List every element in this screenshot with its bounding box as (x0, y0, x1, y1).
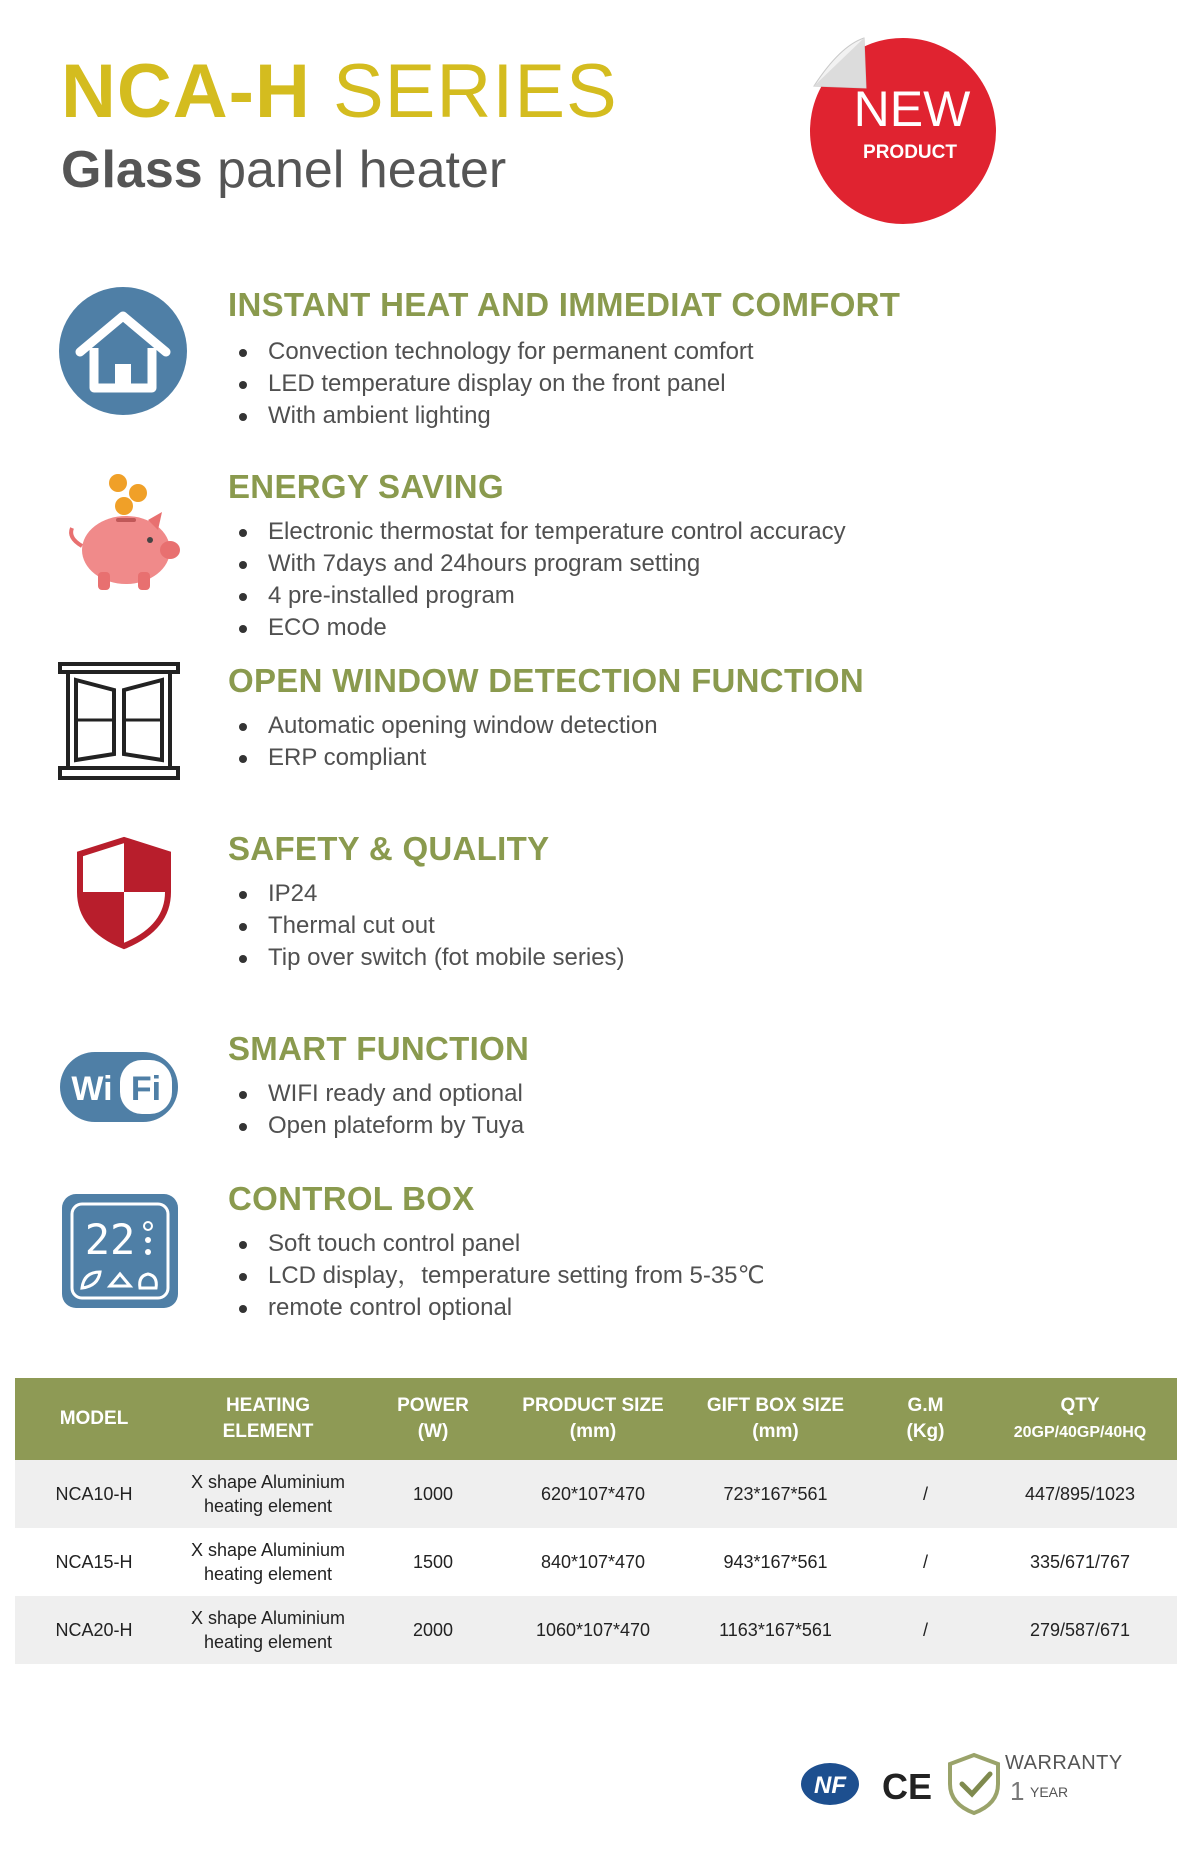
table-row: NCA10-H X shape Aluminium heating element 1000 620*107*470 723*167*561 / 447/895/1023 (15, 1460, 1177, 1528)
column-header: QTY 20GP/40GP/40HQ (983, 1378, 1177, 1460)
feature-list (236, 1228, 765, 1324)
sticker-text-new: NEW (853, 81, 971, 137)
warranty-unit: YEAR (1030, 1784, 1069, 1800)
list-item: Soft touch control panel (236, 1228, 765, 1260)
column-header: POWER (W) (363, 1378, 503, 1460)
column-header: G.M (Kg) (868, 1378, 983, 1460)
house-icon (58, 286, 188, 416)
list-item: Automatic opening window detection (236, 710, 658, 742)
list-item: ERP compliant (236, 742, 658, 774)
svg-text:Fi: Fi (130, 1070, 162, 1108)
nf-mark-icon (800, 1762, 860, 1806)
list-item: 4 pre-installed program (236, 580, 846, 612)
warranty-years: 1 (1010, 1776, 1025, 1806)
list-item: Convection technology for permanent comfort (236, 336, 754, 368)
list-item: ECO mode (236, 612, 846, 644)
warranty-label: WARRANTY (1005, 1752, 1123, 1774)
list-item: remote control optional (236, 1292, 765, 1324)
column-header: GIFT BOX SIZE (mm) (683, 1378, 868, 1460)
list-item: With ambient lighting (236, 400, 754, 432)
list-item: Electronic thermostat for temperature control accuracy (236, 516, 846, 548)
section-heading: OPEN WINDOW DETECTION FUNCTION (228, 662, 864, 699)
feature-list (236, 336, 754, 432)
list-item: WIFI ready and optional (236, 1078, 524, 1110)
list-item: IP24 (236, 878, 625, 910)
wifi-icon (58, 1046, 180, 1128)
warranty-shield-icon (946, 1752, 1002, 1816)
svg-text:Wi: Wi (71, 1070, 113, 1108)
section-heading: SMART FUNCTION (228, 1030, 530, 1067)
ce-mark-icon: CE (882, 1766, 933, 1807)
window-icon (58, 662, 182, 780)
shield-icon (74, 836, 174, 950)
section-heading: CONTROL BOX (228, 1180, 475, 1217)
svg-text:NF: NF (814, 1772, 846, 1799)
section-heading: INSTANT HEAT AND IMMEDIAT COMFORT (228, 286, 901, 323)
new-product-sticker (800, 36, 996, 226)
feature-list (236, 710, 658, 774)
page-title: NCA-H SERIES (61, 49, 618, 134)
list-item: Open plateform by Tuya (236, 1110, 524, 1142)
section-heading: SAFETY & QUALITY (228, 830, 550, 867)
table-row: NCA20-H X shape Aluminium heating element 2000 1060*107*470 1163*167*561 / 279/587/671 (15, 1596, 1177, 1664)
header (61, 50, 618, 200)
list-item: Thermal cut out (236, 910, 625, 942)
column-header: MODEL (15, 1378, 173, 1460)
section-heading: ENERGY SAVING (228, 468, 504, 505)
table-header-row (15, 1378, 1177, 1460)
list-item: LCD display，temperature setting from 5-35℃ (236, 1260, 765, 1292)
list-item: Tip over switch (fot mobile series) (236, 942, 625, 974)
column-header: HEATING ELEMENT (173, 1378, 363, 1460)
feature-list (236, 878, 625, 974)
feature-list (236, 516, 846, 644)
sticker-text-product: PRODUCT (863, 142, 957, 163)
piggy-bank-icon (58, 468, 188, 598)
list-item: LED temperature display on the front panel (236, 368, 754, 400)
page-subtitle: Glass panel heater (61, 141, 507, 199)
certifications (800, 1750, 1140, 1820)
spec-table (15, 1378, 1177, 1664)
table-row: NCA15-H X shape Aluminium heating element 1500 840*107*470 943*167*561 / 335/671/767 (15, 1528, 1177, 1596)
feature-list (236, 1078, 524, 1142)
svg-text:22: 22 (84, 1215, 136, 1264)
control-box-icon (60, 1192, 180, 1310)
list-item: With 7days and 24hours program setting (236, 548, 846, 580)
column-header: PRODUCT SIZE (mm) (503, 1378, 683, 1460)
